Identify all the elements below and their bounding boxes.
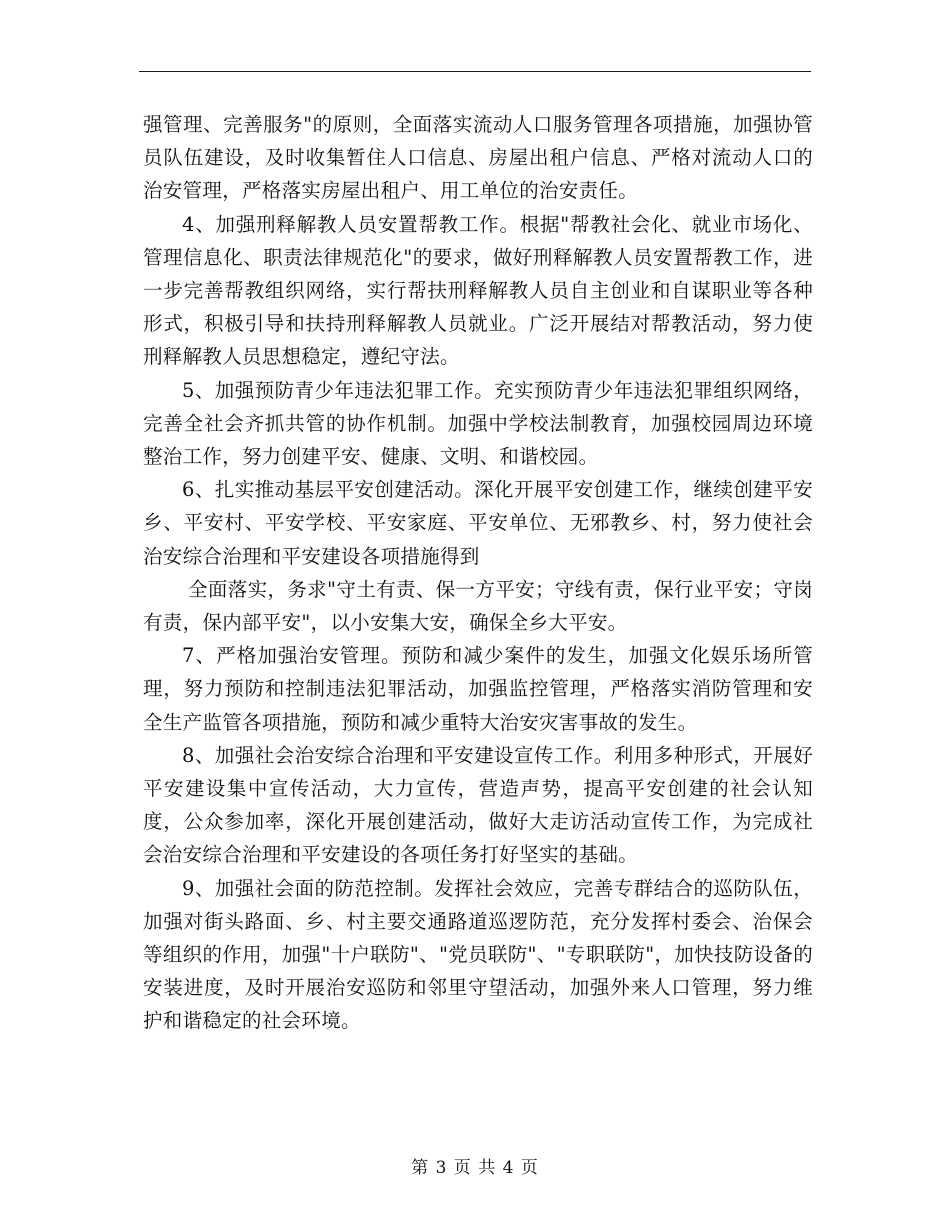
header-rule xyxy=(139,71,811,72)
paragraph-continuation: 强管理、完善服务"的原则，全面落实流动人口服务管理各项措施，加强协管员队伍建设，及时收集暂住人口信息、房屋出租户信息、严格对流动人口的治安管理，严格落实房屋出租户、用工单位的治安责任。 xyxy=(143,113,813,203)
paragraph-item-9: 9、加强社会面的防范控制。发挥社会效应，完善专群结合的巡防队伍，加强对街头路面、乡、村主要交通路道巡逻防范，充分发挥村委会、治保会等组织的作用，加强"十户联防"、"党员联防"、"专职联防"，加快技防设备的安装进度，及时开展治安巡防和邻里守望活动，加强外来人口管理，努力维护和谐稳定的社会环境。 xyxy=(143,876,813,1033)
paragraph-item-6-continued: 全面落实，务求"守土有责、保一方平安；守线有责，保行业平安；守岗有责，保内部平安"，以小安集大安，确保全乡大平安。 xyxy=(143,577,813,635)
document-body xyxy=(143,108,813,1038)
paragraph-item-7: 7、严格加强治安管理。预防和减少案件的发生，加强文化娱乐场所管理，努力预防和控制违法犯罪活动，加强监控管理，严格落实消防管理和安全生产监管各项措施，预防和减少重特大治安灾害事故的发生。 xyxy=(143,644,813,734)
paragraph-item-4: 4、加强刑释解教人员安置帮教工作。根据"帮教社会化、就业市场化、管理信息化、职责法律规范化"的要求，做好刑释解教人员安置帮教工作，进一步完善帮教组织网络，实行帮扶刑释解教人员自主创业和自谋职业等各种形式，积极引导和扶持刑释解教人员就业。广泛开展结对帮教活动，努力使刑释解教人员思想稳定，遵纪守法。 xyxy=(143,212,813,369)
page-number-footer: 第 3 页 共 4 页 xyxy=(411,1158,539,1178)
paragraph-item-8: 8、加强社会治安综合治理和平安建设宣传工作。利用多种形式，开展好平安建设集中宣传活动，大力宣传，营造声势，提高平安创建的社会认知度，公众参加率，深化开展创建活动，做好大走访活动宣传工作，为完成社会治安综合治理和平安建设的各项任务打好坚实的基础。 xyxy=(143,743,813,867)
paragraph-item-6: 6、扎实推动基层平安创建活动。深化开展平安创建工作，继续创建平安乡、平安村、平安学校、平安家庭、平安单位、无邪教乡、村，努力使社会治安综合治理和平安建设各项措施得到 xyxy=(143,478,813,568)
paragraph-item-5: 5、加强预防青少年违法犯罪工作。充实预防青少年违法犯罪组织网络，完善全社会齐抓共管的协作机制。加强中学校法制教育，加强校园周边环境整治工作，努力创建平安、健康、文明、和谐校园。 xyxy=(143,378,813,469)
